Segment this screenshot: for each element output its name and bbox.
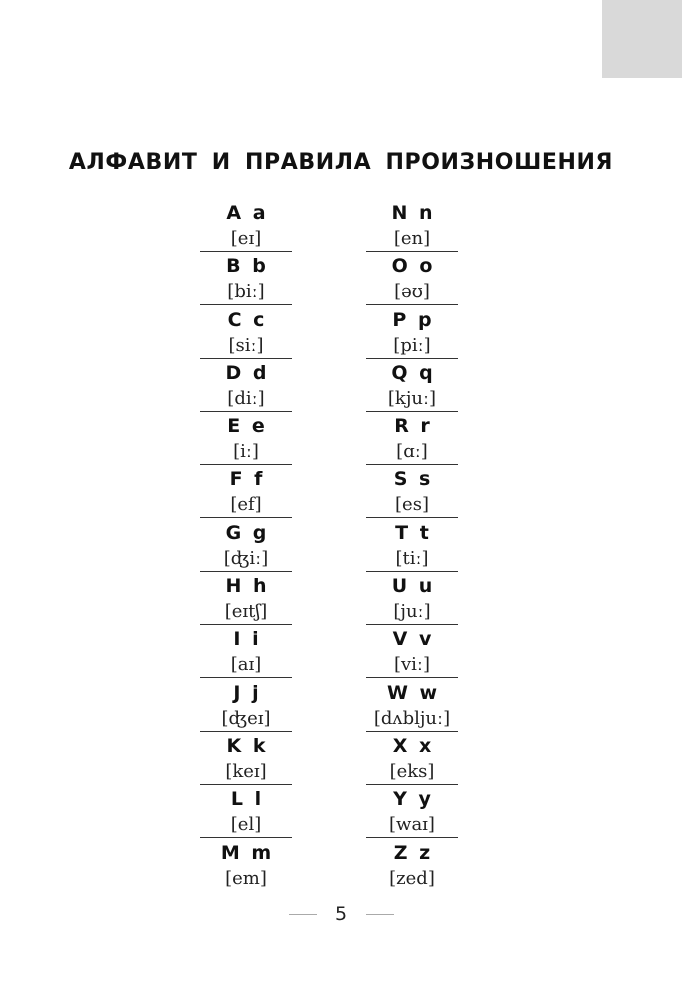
entry-divider [200, 677, 292, 678]
alphabet-entry [200, 840, 292, 893]
letter-pair: H h [225, 575, 267, 598]
phonetic-transcription: [ef] [230, 494, 262, 516]
phonetic-transcription: [eɪtʃ] [224, 601, 268, 623]
alphabet-entry [366, 680, 458, 733]
phonetic-transcription: [zed] [389, 867, 435, 889]
letter-pair: R r [394, 415, 430, 438]
phonetic-transcription: [aɪ] [230, 654, 262, 676]
entry-divider [200, 304, 292, 305]
entry-divider [366, 677, 458, 678]
alphabet-entry [200, 307, 292, 360]
letter-pair: V v [392, 628, 432, 651]
footer-dash-right [366, 914, 394, 915]
phonetic-transcription: [ʤiː] [223, 547, 269, 569]
phonetic-transcription: [el] [230, 814, 262, 836]
letter-pair: P p [392, 308, 432, 331]
alphabet-entry [366, 200, 458, 253]
entry-divider [366, 517, 458, 518]
entry-divider [200, 571, 292, 572]
letter-pair: J j [233, 681, 259, 704]
letter-pair: B b [226, 255, 266, 278]
entry-divider [366, 251, 458, 252]
phonetic-transcription: [en] [393, 228, 431, 249]
alphabet-entry [366, 413, 458, 466]
entry-divider [366, 304, 458, 305]
phonetic-transcription: [keɪ] [225, 760, 267, 782]
alphabet-entry [200, 626, 292, 679]
phonetic-transcription: [biː] [227, 281, 265, 303]
letter-pair: F f [229, 468, 263, 491]
letter-pair: D d [225, 361, 267, 384]
entry-divider [366, 624, 458, 625]
letter-pair: A a [226, 202, 266, 224]
phonetic-transcription: [dʌbljuː] [373, 707, 451, 729]
page-footer [0, 903, 682, 929]
alphabet-entry [366, 626, 458, 679]
alphabet-entry [366, 307, 458, 360]
entry-divider [200, 517, 292, 518]
entry-divider [366, 571, 458, 572]
phonetic-transcription: [piː] [393, 334, 431, 356]
alphabet-entry [200, 520, 292, 573]
alphabet-entry [366, 733, 458, 786]
letter-pair: N n [391, 202, 433, 224]
letter-pair: Y y [393, 788, 431, 811]
entry-divider [200, 411, 292, 412]
letter-pair: G g [225, 521, 267, 544]
phonetic-transcription: [tiː] [395, 547, 429, 569]
alphabet-entry [200, 360, 292, 413]
alphabet-entry [200, 253, 292, 306]
alphabet-entry [200, 733, 292, 786]
alphabet-entry [366, 360, 458, 413]
entry-divider [200, 251, 292, 252]
phonetic-transcription: [eks] [389, 760, 435, 782]
entry-divider [200, 784, 292, 785]
letter-pair: S s [393, 468, 431, 491]
letter-pair: T t [395, 521, 429, 544]
letter-pair: Q q [391, 361, 433, 384]
phonetic-transcription: [diː] [227, 387, 265, 409]
phonetic-transcription: [juː] [393, 601, 431, 623]
entry-divider [366, 837, 458, 838]
alphabet-column-left [200, 200, 292, 893]
letter-pair: I i [233, 628, 259, 651]
footer-dash-left [289, 914, 317, 915]
phonetic-transcription: [ʤeɪ] [221, 707, 271, 729]
alphabet-entry [200, 200, 292, 253]
letter-pair: C c [227, 308, 265, 331]
phonetic-transcription: [ɑː] [396, 441, 428, 463]
entry-divider [366, 731, 458, 732]
phonetic-transcription: [kjuː] [387, 387, 437, 409]
corner-tab [602, 0, 682, 78]
alphabet-entry [200, 413, 292, 466]
phonetic-transcription: [em] [225, 867, 267, 889]
phonetic-transcription: [əʊ] [394, 281, 430, 303]
phonetic-transcription: [eɪ] [230, 228, 262, 249]
entry-divider [366, 784, 458, 785]
entry-divider [200, 464, 292, 465]
alphabet-entry [200, 680, 292, 733]
alphabet-entry [200, 466, 292, 519]
letter-pair: W w [386, 681, 438, 704]
letter-pair: L l [230, 788, 262, 811]
letter-pair: M m [220, 841, 272, 864]
entry-divider [200, 731, 292, 732]
letter-pair: E e [227, 415, 265, 438]
entry-divider [200, 624, 292, 625]
alphabet-entry [200, 786, 292, 839]
entry-divider [366, 411, 458, 412]
letter-pair: U u [391, 575, 433, 598]
entry-divider [200, 358, 292, 359]
entry-divider [366, 464, 458, 465]
alphabet-entry [366, 840, 458, 893]
letter-pair: K k [226, 734, 266, 757]
alphabet-entry [366, 466, 458, 519]
alphabet-column-right [366, 200, 458, 893]
alphabet-entry [200, 573, 292, 626]
letter-pair: O o [391, 255, 433, 278]
entry-divider [200, 837, 292, 838]
phonetic-transcription: [siː] [228, 334, 264, 356]
page-title: АЛФАВИТ И ПРАВИЛА ПРОИЗНОШЕНИЯ [68, 150, 614, 175]
entry-divider [366, 358, 458, 359]
alphabet-entry [366, 786, 458, 839]
phonetic-transcription: [iː] [233, 441, 259, 463]
letter-pair: Z z [393, 841, 431, 864]
alphabet-entry [366, 573, 458, 626]
letter-pair: X x [392, 734, 432, 757]
page-number: 5 [334, 903, 348, 925]
phonetic-transcription: [viː] [393, 654, 431, 676]
alphabet-entry [366, 520, 458, 573]
alphabet-entry [366, 253, 458, 306]
phonetic-transcription: [waɪ] [389, 814, 435, 836]
phonetic-transcription: [es] [395, 494, 429, 516]
